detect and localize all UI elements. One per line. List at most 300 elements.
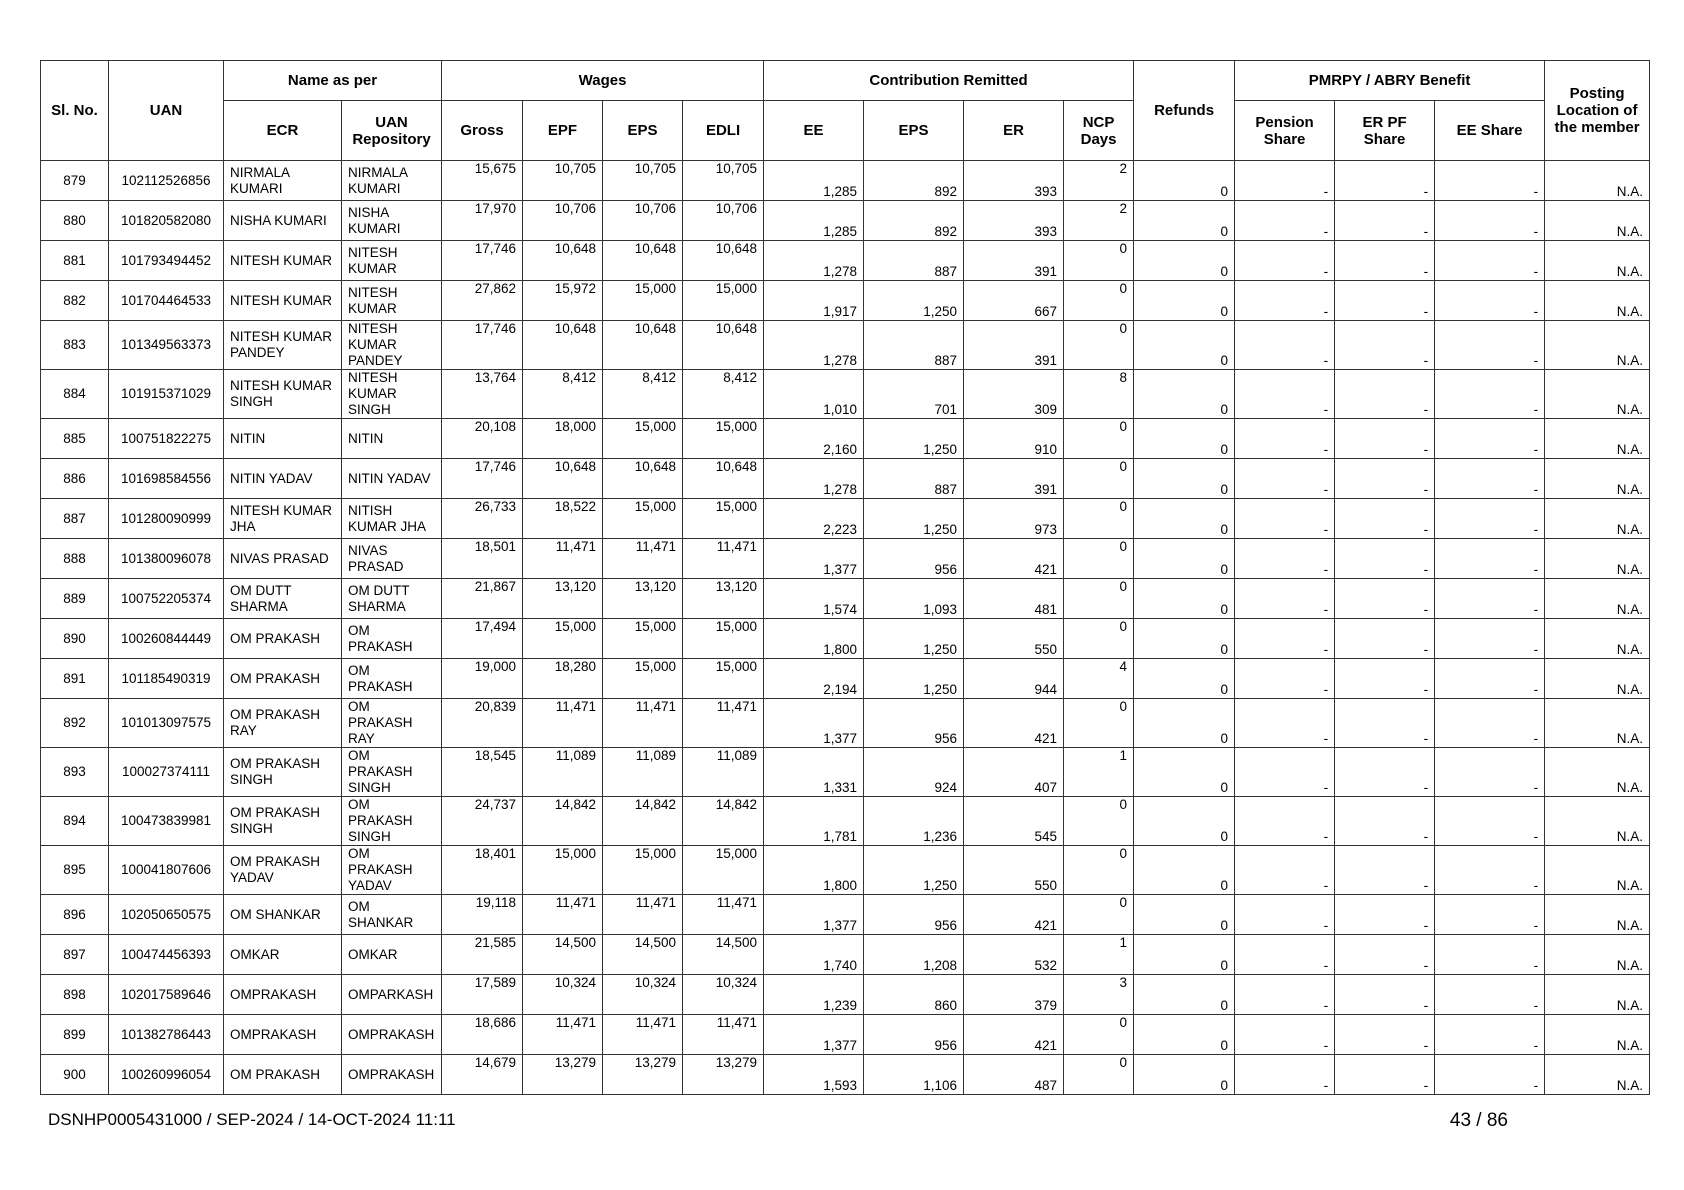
cell-sl-no: 894 [41, 797, 109, 846]
cell-sl-no: 899 [41, 1015, 109, 1055]
table-row [41, 161, 1650, 201]
cell-sl-no: 883 [41, 321, 109, 370]
cell-pension-share: - [1235, 459, 1335, 499]
cell-eps-contribution: 924 [864, 748, 964, 797]
cell-pension-share: - [1235, 699, 1335, 748]
col-header-gross: Gross [442, 101, 523, 161]
cell-er: 532 [964, 935, 1064, 975]
cell-ee: 1,239 [764, 975, 864, 1015]
cell-epf: 11,089 [523, 748, 603, 797]
cell-posting-location: N.A. [1545, 161, 1650, 201]
cell-ee-share: - [1435, 499, 1545, 539]
cell-edli: 15,000 [683, 619, 764, 659]
cell-ee-share: - [1435, 539, 1545, 579]
cell-pension-share: - [1235, 419, 1335, 459]
table-row [41, 499, 1650, 539]
cell-sl-no: 893 [41, 748, 109, 797]
cell-uan: 101704464533 [109, 281, 224, 321]
cell-sl-no: 882 [41, 281, 109, 321]
cell-uan: 100260844449 [109, 619, 224, 659]
cell-er-pf-share: - [1335, 419, 1435, 459]
cell-uan: 102050650575 [109, 895, 224, 935]
cell-ee: 1,574 [764, 579, 864, 619]
cell-refunds: 0 [1134, 579, 1235, 619]
cell-name-uan-repository: OM PRAKASH RAY [342, 699, 442, 748]
cell-er-pf-share: - [1335, 895, 1435, 935]
cell-name-ecr: NITESH KUMAR [224, 281, 342, 321]
cell-name-ecr: NITESH KUMAR [224, 241, 342, 281]
cell-pension-share: - [1235, 846, 1335, 895]
col-header-edli: EDLI [683, 101, 764, 161]
cell-uan: 101013097575 [109, 699, 224, 748]
cell-gross: 19,000 [442, 659, 523, 699]
table-row [41, 1015, 1650, 1055]
cell-epf: 15,000 [523, 619, 603, 659]
cell-epf: 15,000 [523, 846, 603, 895]
cell-er-pf-share: - [1335, 1015, 1435, 1055]
cell-ncp-days: 0 [1064, 895, 1134, 935]
cell-er: 309 [964, 370, 1064, 419]
cell-posting-location: N.A. [1545, 241, 1650, 281]
cell-ncp-days: 0 [1064, 1015, 1134, 1055]
cell-ee-share: - [1435, 370, 1545, 419]
cell-posting-location: N.A. [1545, 201, 1650, 241]
cell-ee: 1,800 [764, 846, 864, 895]
cell-name-uan-repository: OM PRAKASH SINGH [342, 748, 442, 797]
cell-er-pf-share: - [1335, 539, 1435, 579]
cell-eps: 11,471 [603, 895, 683, 935]
cell-edli: 11,471 [683, 539, 764, 579]
cell-er: 421 [964, 895, 1064, 935]
cell-ncp-days: 0 [1064, 699, 1134, 748]
cell-eps-contribution: 887 [864, 241, 964, 281]
cell-gross: 18,545 [442, 748, 523, 797]
cell-refunds: 0 [1134, 161, 1235, 201]
cell-ee-share: - [1435, 619, 1545, 659]
cell-name-uan-repository: NITIN YADAV [342, 459, 442, 499]
cell-ee-share: - [1435, 419, 1545, 459]
cell-er-pf-share: - [1335, 201, 1435, 241]
cell-ee: 1,740 [764, 935, 864, 975]
cell-eps-contribution: 1,250 [864, 619, 964, 659]
cell-uan: 100474456393 [109, 935, 224, 975]
cell-posting-location: N.A. [1545, 935, 1650, 975]
cell-uan: 100260996054 [109, 1055, 224, 1095]
cell-edli: 13,279 [683, 1055, 764, 1095]
group-header-name-as-per: Name as per [224, 61, 442, 101]
cell-er-pf-share: - [1335, 321, 1435, 370]
table-row [41, 748, 1650, 797]
table-row [41, 370, 1650, 419]
table-row [41, 619, 1650, 659]
cell-uan: 101915371029 [109, 370, 224, 419]
cell-er: 487 [964, 1055, 1064, 1095]
cell-posting-location: N.A. [1545, 975, 1650, 1015]
cell-ee-share: - [1435, 699, 1545, 748]
cell-name-ecr: OM DUTT SHARMA [224, 579, 342, 619]
cell-gross: 24,737 [442, 797, 523, 846]
cell-posting-location: N.A. [1545, 579, 1650, 619]
col-header-pension-share: Pension Share [1235, 101, 1335, 161]
cell-name-ecr: OM PRAKASH [224, 659, 342, 699]
cell-refunds: 0 [1134, 539, 1235, 579]
cell-sl-no: 897 [41, 935, 109, 975]
cell-pension-share: - [1235, 895, 1335, 935]
col-header-ecr: ECR [224, 101, 342, 161]
col-header-uan-repository: UAN Repository [342, 101, 442, 161]
cell-er: 391 [964, 459, 1064, 499]
cell-refunds: 0 [1134, 321, 1235, 370]
cell-posting-location: N.A. [1545, 797, 1650, 846]
cell-refunds: 0 [1134, 797, 1235, 846]
cell-refunds: 0 [1134, 201, 1235, 241]
cell-ee: 1,377 [764, 699, 864, 748]
cell-edli: 15,000 [683, 846, 764, 895]
cell-name-uan-repository: NITESH KUMAR [342, 241, 442, 281]
cell-edli: 11,089 [683, 748, 764, 797]
cell-sl-no: 890 [41, 619, 109, 659]
cell-refunds: 0 [1134, 1015, 1235, 1055]
cell-gross: 15,675 [442, 161, 523, 201]
cell-ee-share: - [1435, 321, 1545, 370]
cell-er: 391 [964, 321, 1064, 370]
cell-ee: 1,917 [764, 281, 864, 321]
cell-sl-no: 885 [41, 419, 109, 459]
cell-name-uan-repository: OMKAR [342, 935, 442, 975]
group-header-pmrpy-abry: PMRPY / ABRY Benefit [1235, 61, 1545, 101]
cell-gross: 17,746 [442, 321, 523, 370]
cell-er: 550 [964, 619, 1064, 659]
cell-name-ecr: OM PRAKASH RAY [224, 699, 342, 748]
cell-posting-location: N.A. [1545, 499, 1650, 539]
cell-eps-contribution: 1,236 [864, 797, 964, 846]
cell-eps-contribution: 860 [864, 975, 964, 1015]
cell-edli: 10,648 [683, 459, 764, 499]
cell-er: 393 [964, 161, 1064, 201]
cell-pension-share: - [1235, 659, 1335, 699]
cell-pension-share: - [1235, 797, 1335, 846]
cell-eps: 15,000 [603, 419, 683, 459]
cell-eps: 10,648 [603, 459, 683, 499]
cell-ncp-days: 0 [1064, 1055, 1134, 1095]
cell-edli: 11,471 [683, 699, 764, 748]
cell-ee: 1,010 [764, 370, 864, 419]
cell-ee-share: - [1435, 459, 1545, 499]
cell-eps-contribution: 1,250 [864, 659, 964, 699]
cell-er-pf-share: - [1335, 499, 1435, 539]
cell-eps: 10,706 [603, 201, 683, 241]
cell-eps-contribution: 892 [864, 201, 964, 241]
cell-name-ecr: OMPRAKASH [224, 975, 342, 1015]
cell-ncp-days: 0 [1064, 539, 1134, 579]
cell-ee: 1,285 [764, 201, 864, 241]
cell-refunds: 0 [1134, 241, 1235, 281]
cell-posting-location: N.A. [1545, 281, 1650, 321]
cell-eps-contribution: 1,250 [864, 281, 964, 321]
table-row [41, 895, 1650, 935]
cell-name-uan-repository: NIVAS PRASAD [342, 539, 442, 579]
cell-epf: 11,471 [523, 699, 603, 748]
cell-er-pf-share: - [1335, 846, 1435, 895]
cell-ee: 1,278 [764, 321, 864, 370]
table-body [41, 161, 1650, 1095]
cell-er-pf-share: - [1335, 241, 1435, 281]
cell-uan: 101382786443 [109, 1015, 224, 1055]
cell-edli: 8,412 [683, 370, 764, 419]
cell-epf: 18,522 [523, 499, 603, 539]
col-header-ncp-days: NCP Days [1064, 101, 1134, 161]
cell-name-uan-repository: NITIN [342, 419, 442, 459]
cell-name-uan-repository: OMPRAKASH [342, 1015, 442, 1055]
cell-gross: 18,401 [442, 846, 523, 895]
cell-ee-share: - [1435, 797, 1545, 846]
cell-eps: 15,000 [603, 846, 683, 895]
cell-ee: 1,800 [764, 619, 864, 659]
cell-posting-location: N.A. [1545, 619, 1650, 659]
cell-name-ecr: NITESH KUMAR SINGH [224, 370, 342, 419]
cell-eps-contribution: 1,250 [864, 846, 964, 895]
cell-eps-contribution: 887 [864, 321, 964, 370]
table-row [41, 579, 1650, 619]
cell-name-uan-repository: NISHA KUMARI [342, 201, 442, 241]
cell-eps: 15,000 [603, 499, 683, 539]
cell-eps-contribution: 1,250 [864, 499, 964, 539]
cell-gross: 14,679 [442, 1055, 523, 1095]
cell-sl-no: 898 [41, 975, 109, 1015]
cell-posting-location: N.A. [1545, 1055, 1650, 1095]
cell-er-pf-share: - [1335, 579, 1435, 619]
cell-uan: 100041807606 [109, 846, 224, 895]
cell-eps: 11,471 [603, 539, 683, 579]
ecr-table [40, 60, 1650, 1095]
cell-uan: 102112526856 [109, 161, 224, 201]
cell-sl-no: 896 [41, 895, 109, 935]
document-reference: DSNHP0005431000 / SEP-2024 / 14-OCT-2024 11:11 [48, 1110, 456, 1129]
cell-gross: 20,108 [442, 419, 523, 459]
cell-er: 667 [964, 281, 1064, 321]
cell-ee: 1,593 [764, 1055, 864, 1095]
table-row [41, 797, 1650, 846]
cell-eps-contribution: 956 [864, 699, 964, 748]
cell-er: 545 [964, 797, 1064, 846]
cell-name-ecr: NIRMALA KUMARI [224, 161, 342, 201]
cell-edli: 15,000 [683, 419, 764, 459]
cell-epf: 11,471 [523, 895, 603, 935]
cell-epf: 11,471 [523, 539, 603, 579]
cell-name-uan-repository: NITESH KUMAR [342, 281, 442, 321]
cell-ee: 1,331 [764, 748, 864, 797]
page-number: 43 / 86 [1449, 1110, 1508, 1131]
cell-name-ecr: NITIN [224, 419, 342, 459]
cell-epf: 8,412 [523, 370, 603, 419]
cell-er: 421 [964, 539, 1064, 579]
cell-ee: 1,377 [764, 539, 864, 579]
cell-eps-contribution: 1,093 [864, 579, 964, 619]
cell-eps-contribution: 1,106 [864, 1055, 964, 1095]
cell-eps: 10,324 [603, 975, 683, 1015]
cell-epf: 18,280 [523, 659, 603, 699]
cell-ncp-days: 0 [1064, 321, 1134, 370]
cell-sl-no: 879 [41, 161, 109, 201]
cell-er-pf-share: - [1335, 370, 1435, 419]
cell-epf: 11,471 [523, 1015, 603, 1055]
cell-gross: 18,501 [442, 539, 523, 579]
cell-posting-location: N.A. [1545, 459, 1650, 499]
cell-posting-location: N.A. [1545, 895, 1650, 935]
cell-er: 910 [964, 419, 1064, 459]
cell-uan: 100752205374 [109, 579, 224, 619]
cell-name-uan-repository: OM PRAKASH [342, 619, 442, 659]
cell-ee-share: - [1435, 1015, 1545, 1055]
cell-uan: 101698584556 [109, 459, 224, 499]
cell-pension-share: - [1235, 281, 1335, 321]
cell-refunds: 0 [1134, 846, 1235, 895]
cell-epf: 18,000 [523, 419, 603, 459]
cell-edli: 15,000 [683, 499, 764, 539]
cell-ncp-days: 0 [1064, 241, 1134, 281]
cell-name-ecr: OM SHANKAR [224, 895, 342, 935]
cell-ncp-days: 0 [1064, 499, 1134, 539]
cell-name-ecr: NISHA KUMARI [224, 201, 342, 241]
cell-epf: 10,706 [523, 201, 603, 241]
cell-uan: 102017589646 [109, 975, 224, 1015]
cell-sl-no: 892 [41, 699, 109, 748]
cell-ncp-days: 0 [1064, 797, 1134, 846]
cell-posting-location: N.A. [1545, 748, 1650, 797]
cell-epf: 13,279 [523, 1055, 603, 1095]
cell-ee: 1,377 [764, 1015, 864, 1055]
cell-name-uan-repository: OMPRAKASH [342, 1055, 442, 1095]
cell-gross: 17,494 [442, 619, 523, 659]
cell-ncp-days: 0 [1064, 281, 1134, 321]
cell-ncp-days: 1 [1064, 935, 1134, 975]
cell-eps-contribution: 956 [864, 539, 964, 579]
cell-ncp-days: 0 [1064, 579, 1134, 619]
cell-eps: 14,500 [603, 935, 683, 975]
cell-refunds: 0 [1134, 419, 1235, 459]
cell-ee-share: - [1435, 659, 1545, 699]
cell-name-uan-repository: NITESH KUMAR PANDEY [342, 321, 442, 370]
col-header-er: ER [964, 101, 1064, 161]
cell-eps: 15,000 [603, 619, 683, 659]
group-header-contribution-remitted: Contribution Remitted [764, 61, 1134, 101]
cell-eps: 13,279 [603, 1055, 683, 1095]
cell-edli: 11,471 [683, 1015, 764, 1055]
cell-ncp-days: 1 [1064, 748, 1134, 797]
cell-pension-share: - [1235, 499, 1335, 539]
cell-eps: 8,412 [603, 370, 683, 419]
cell-uan: 100027374111 [109, 748, 224, 797]
col-header-uan: UAN [109, 61, 224, 161]
cell-uan: 100473839981 [109, 797, 224, 846]
cell-edli: 15,000 [683, 281, 764, 321]
col-header-sl-no: Sl. No. [41, 61, 109, 161]
cell-gross: 26,733 [442, 499, 523, 539]
cell-name-uan-repository: OMPARKASH [342, 975, 442, 1015]
cell-er: 481 [964, 579, 1064, 619]
cell-ncp-days: 3 [1064, 975, 1134, 1015]
cell-eps-contribution: 1,250 [864, 419, 964, 459]
cell-eps-contribution: 892 [864, 161, 964, 201]
cell-eps-contribution: 956 [864, 1015, 964, 1055]
cell-name-uan-repository: NITESH KUMAR SINGH [342, 370, 442, 419]
cell-ncp-days: 4 [1064, 659, 1134, 699]
cell-refunds: 0 [1134, 975, 1235, 1015]
table-row [41, 539, 1650, 579]
col-header-ee: EE [764, 101, 864, 161]
cell-pension-share: - [1235, 370, 1335, 419]
cell-ee: 1,278 [764, 241, 864, 281]
cell-edli: 10,705 [683, 161, 764, 201]
cell-eps-contribution: 1,208 [864, 935, 964, 975]
cell-name-ecr: NITIN YADAV [224, 459, 342, 499]
cell-sl-no: 887 [41, 499, 109, 539]
col-header-eps-contribution: EPS [864, 101, 964, 161]
cell-edli: 11,471 [683, 895, 764, 935]
cell-sl-no: 895 [41, 846, 109, 895]
cell-pension-share: - [1235, 975, 1335, 1015]
cell-edli: 14,842 [683, 797, 764, 846]
cell-er-pf-share: - [1335, 459, 1435, 499]
cell-edli: 14,500 [683, 935, 764, 975]
cell-sl-no: 884 [41, 370, 109, 419]
col-header-refunds: Refunds [1134, 61, 1235, 161]
table-row [41, 281, 1650, 321]
cell-name-ecr: OM PRAKASH SINGH [224, 797, 342, 846]
cell-eps: 10,648 [603, 241, 683, 281]
cell-eps: 11,471 [603, 1015, 683, 1055]
table-row [41, 935, 1650, 975]
cell-posting-location: N.A. [1545, 370, 1650, 419]
cell-er: 379 [964, 975, 1064, 1015]
table-row [41, 846, 1650, 895]
cell-eps: 10,705 [603, 161, 683, 201]
cell-gross: 27,862 [442, 281, 523, 321]
cell-refunds: 0 [1134, 619, 1235, 659]
cell-name-uan-repository: OM DUTT SHARMA [342, 579, 442, 619]
cell-uan: 101793494452 [109, 241, 224, 281]
cell-eps: 11,089 [603, 748, 683, 797]
cell-pension-share: - [1235, 321, 1335, 370]
cell-pension-share: - [1235, 1055, 1335, 1095]
cell-eps: 13,120 [603, 579, 683, 619]
table-row [41, 201, 1650, 241]
cell-pension-share: - [1235, 748, 1335, 797]
cell-edli: 10,706 [683, 201, 764, 241]
cell-ee: 1,781 [764, 797, 864, 846]
cell-er-pf-share: - [1335, 699, 1435, 748]
table-row [41, 241, 1650, 281]
cell-er-pf-share: - [1335, 281, 1435, 321]
cell-pension-share: - [1235, 579, 1335, 619]
cell-ncp-days: 0 [1064, 619, 1134, 659]
cell-gross: 21,585 [442, 935, 523, 975]
cell-pension-share: - [1235, 201, 1335, 241]
cell-ee: 2,160 [764, 419, 864, 459]
cell-ncp-days: 0 [1064, 459, 1134, 499]
cell-gross: 13,764 [442, 370, 523, 419]
cell-edli: 10,648 [683, 321, 764, 370]
cell-name-uan-repository: NIRMALA KUMARI [342, 161, 442, 201]
cell-pension-share: - [1235, 1015, 1335, 1055]
cell-gross: 20,839 [442, 699, 523, 748]
cell-refunds: 0 [1134, 459, 1235, 499]
cell-name-ecr: OMKAR [224, 935, 342, 975]
cell-epf: 10,705 [523, 161, 603, 201]
cell-uan: 101820582080 [109, 201, 224, 241]
col-header-ee-share: EE Share [1435, 101, 1545, 161]
cell-epf: 14,842 [523, 797, 603, 846]
